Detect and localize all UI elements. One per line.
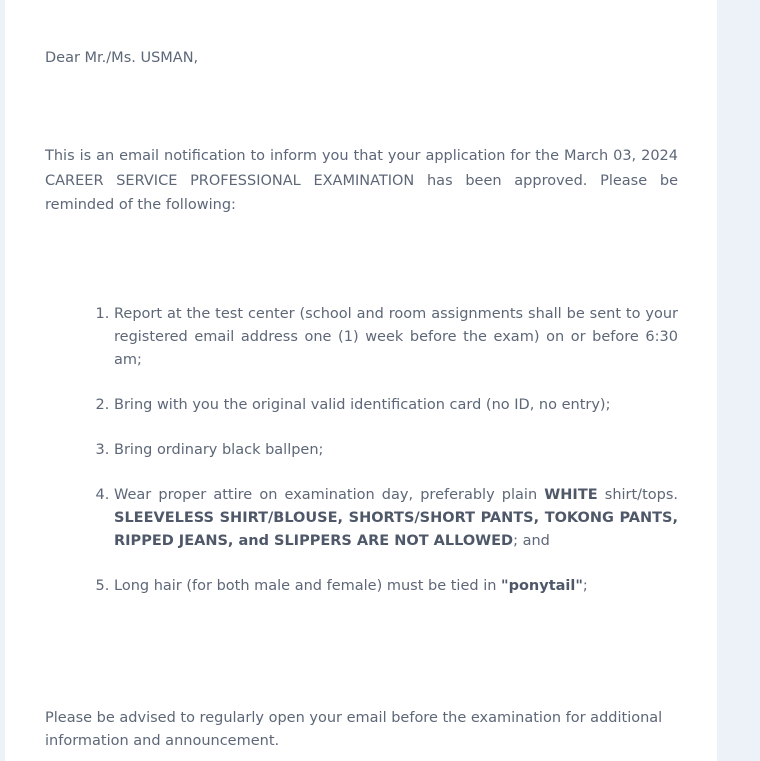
requirement-item-1 xyxy=(114,303,678,372)
email-body xyxy=(5,0,717,761)
requirement-emphasis: "ponytail" xyxy=(501,578,583,594)
requirement-item-2 xyxy=(114,394,678,417)
requirement-item-5 xyxy=(114,575,678,598)
requirement-text: Report at the test center (school and room assignments shall be sent to your registered email address one (1) week before the exam) on or before 6:30 am; xyxy=(114,306,678,368)
requirement-text: Wear proper attire on examination day, preferably plain xyxy=(114,487,545,503)
requirement-emphasis: SLEEVELESS SHIRT/BLOUSE, SHORTS/SHORT PANTS, TOKONG PANTS, RIPPED JEANS, and SLIPPERS ARE NOT ALLOWED xyxy=(114,510,678,549)
requirement-text: Bring ordinary black ballpen; xyxy=(114,442,324,458)
requirement-text: Bring with you the original valid identification card (no ID, no entry); xyxy=(114,397,611,413)
requirement-text: ; and xyxy=(513,533,550,549)
requirement-text: shirt/tops. xyxy=(597,487,678,503)
requirement-item-3 xyxy=(114,439,678,462)
requirements-list xyxy=(45,303,678,620)
email-closing: Please be advised to regularly open your email before the examination for additional information and announcement. xyxy=(45,710,663,749)
requirement-item-4 xyxy=(114,484,678,553)
requirement-text: Long hair (for both male and female) must be tied in xyxy=(114,578,502,594)
email-intro: This is an email notification to inform you that your application for the March 03, 2024 CAREER SERVICE PROFESSIONAL EXAMINATION has been approved. Please be reminded of the following: xyxy=(45,148,678,213)
requirement-text: ; xyxy=(582,578,588,594)
requirement-emphasis: WHITE xyxy=(544,487,598,503)
email-greeting: Dear Mr./Ms. USMAN, xyxy=(45,50,199,66)
